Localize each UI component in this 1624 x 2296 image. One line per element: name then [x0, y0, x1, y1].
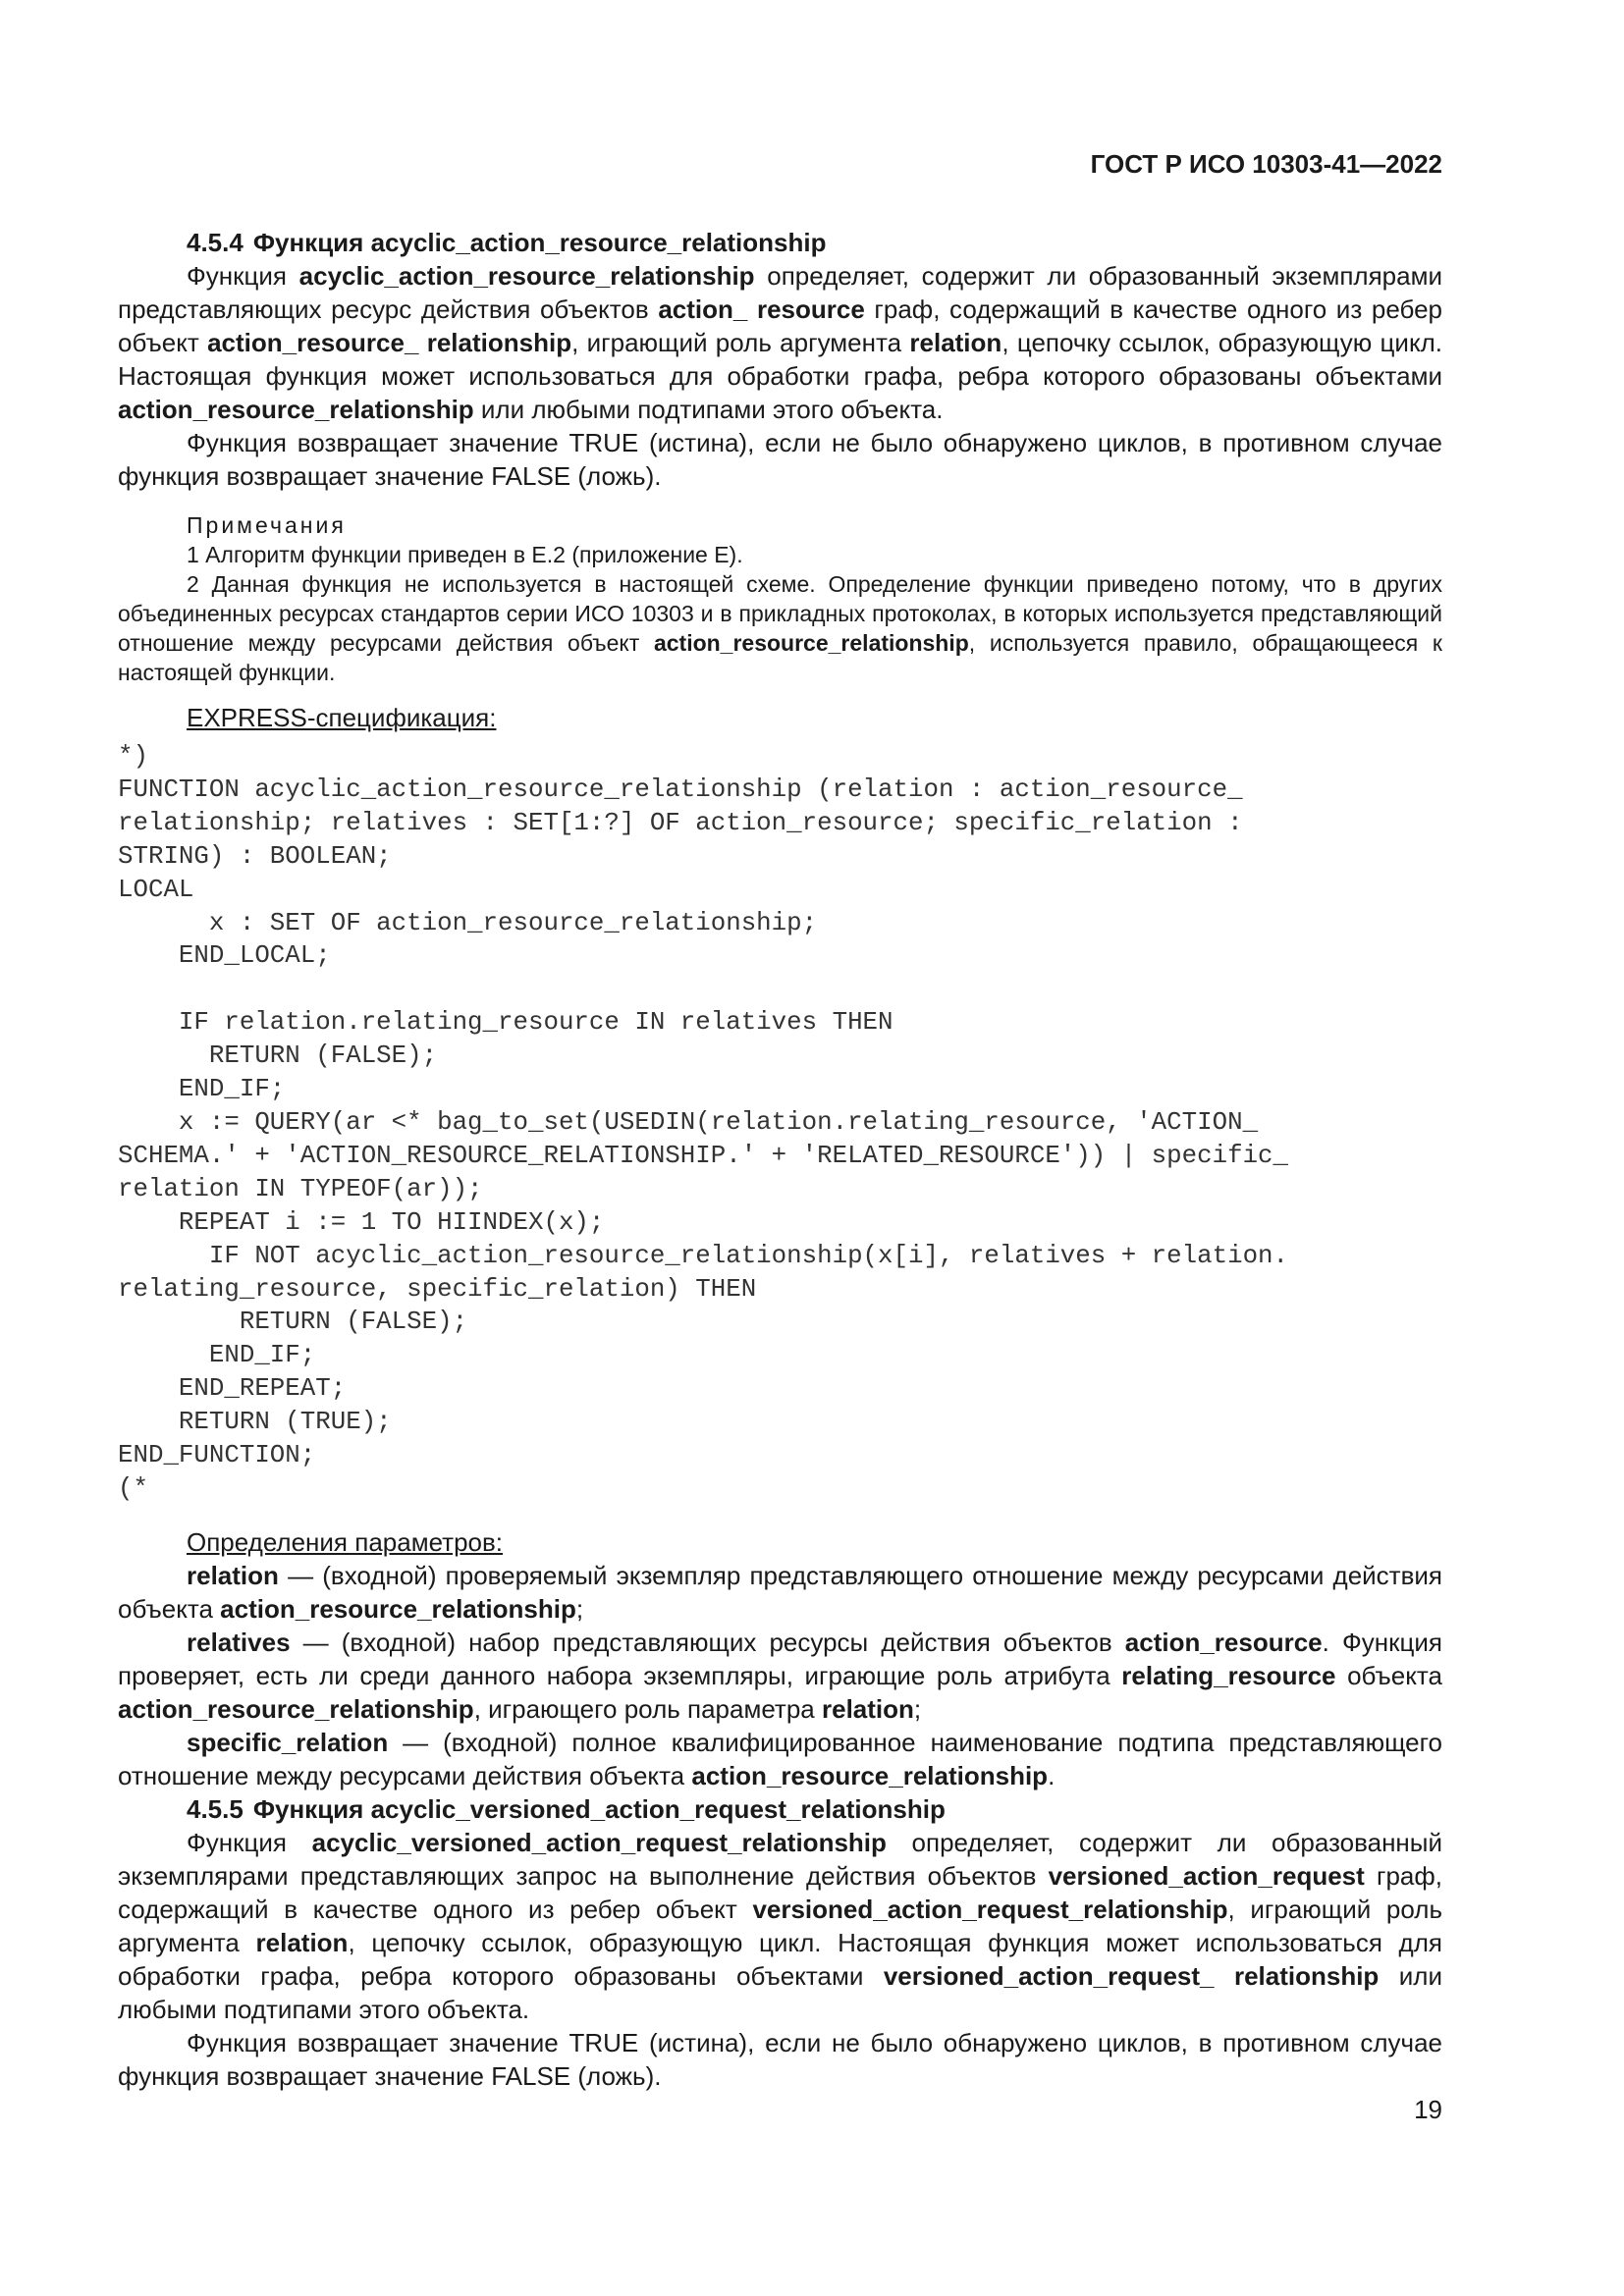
notes-title: Примечания: [187, 512, 347, 538]
page-content: [118, 226, 1442, 2093]
paragraph-return-value: Функция возвращает значение TRUE (истина), если не было обнаружено циклов, в противном случае функция возвращает значение FALSE (ложь).: [118, 428, 1442, 491]
page-number: 19: [1414, 2095, 1442, 2124]
section-heading-4-5-4: [118, 226, 1442, 259]
note-1: 1 Алгоритм функции приведен в Е.2 (приложение Е).: [187, 542, 743, 567]
param-specific-relation: specific_relation — (входной) полное квалифицированное наименование подтипа представляющего отношение между ресурсами действия объекта action_resource_relationship.: [118, 1727, 1442, 1790]
heading-prefix: Функция: [252, 228, 364, 257]
heading-prefix: Функция: [252, 1793, 364, 1824]
parameters-label: Определения параметров:: [187, 1526, 504, 1557]
section-number: 4.5.5: [187, 1793, 244, 1824]
param-relation: relation — (входной) проверяемый экземпляр представляющего отношение между ресурсами действия объекта action_resource_relationship;: [118, 1560, 1442, 1624]
paragraph-definition: Функция acyclic_action_resource_relationship определяет, содержит ли образованный экземплярами представляющих ресурс действия объектов action_ resource граф, содержащий в качестве одного из ребер объект action_resource_ relationship, играющий роль аргумента relation, цепочку ссылок, образующую цикл. Настоящая функция может использоваться для обработки графа, ребра которого образованы объектами action_resource_relationship или любыми подтипами этого объекта.: [118, 261, 1443, 424]
paragraph-definition-455: Функция acyclic_versioned_action_request_relationship определяет, содержит ли образованный экземплярами представляющих запрос на выполнение действия объектов versioned_action_request граф, содержащий в качестве одного из ребер объект versioned_action_request_relationship, играющий роль аргумента relation, цепочку ссылок, образующую цикл. Настоящая функция может использоваться для обработки графа, ребра которого образованы объектами versioned_action_request_ relationship или любыми подтипами этого объекта.: [118, 1827, 1442, 2024]
paragraph-return-value-455: Функция возвращает значение TRUE (истина), если не было обнаружено циклов, в противном случае функция возвращает значение FALSE (ложь).: [118, 2027, 1442, 2091]
heading-function-name: acyclic_action_resource_relationship: [370, 228, 827, 257]
heading-function-name: acyclic_versioned_action_request_relationship: [370, 1793, 946, 1824]
standard-designation: ГОСТ Р ИСО 10303-41—2022: [1090, 149, 1442, 179]
param-relatives: relatives — (входной) набор представляющих ресурсы действия объектов action_resource. Функция проверяет, есть ли среди данного набора экземпляры, играющие роль атрибута relating_resource объекта action_resource_relationship, играющего роль параметра relation;: [118, 1627, 1443, 1724]
express-code-block: *) FUNCTION acyclic_action_resource_relationship (relation : action_resource_ relationship; relatives : SET[1:?] OF action_resource; specific_relation : STRING) : BOOLEAN; LOCAL x : SET OF action_resource_relationship; END_LOCAL; IF relation.relating_resource IN relatives THEN RETURN (FALSE); END_IF; x := QUERY(ar <* bag_to_set(USEDIN(relation.relating_resource, 'ACTION_ SCHEMA.' + 'ACTION_RESOURCE_RELATIONSHIP.' + 'RELATED_RESOURCE')) | specific_ relation IN TYPEOF(ar)); REPEAT i := 1 TO HIINDEX(x); IF NOT acyclic_action_resource_relationship(x[i], relatives + relation. relating_resource, specific_relation) THEN RETURN (FALSE); END_IF; END_REPEAT; RETURN (TRUE); END_FUNCTION; (*: [118, 742, 1289, 1503]
note-2: 2 Данная функция не используется в настоящей схеме. Определение функции приведено потому, что в других объединенных ресурсах стандартов серии ИСО 10303 и в прикладных протоколах, в которых используется представляющий отношение между ресурсами действия объект action_resource_relationship, используется правило, обращающееся к настоящей функции.: [118, 571, 1442, 685]
section-number: 4.5.4: [187, 228, 244, 257]
express-spec-label: EXPRESS-спецификация:: [187, 703, 497, 732]
section-heading-4-5-5: [118, 1792, 1442, 1826]
